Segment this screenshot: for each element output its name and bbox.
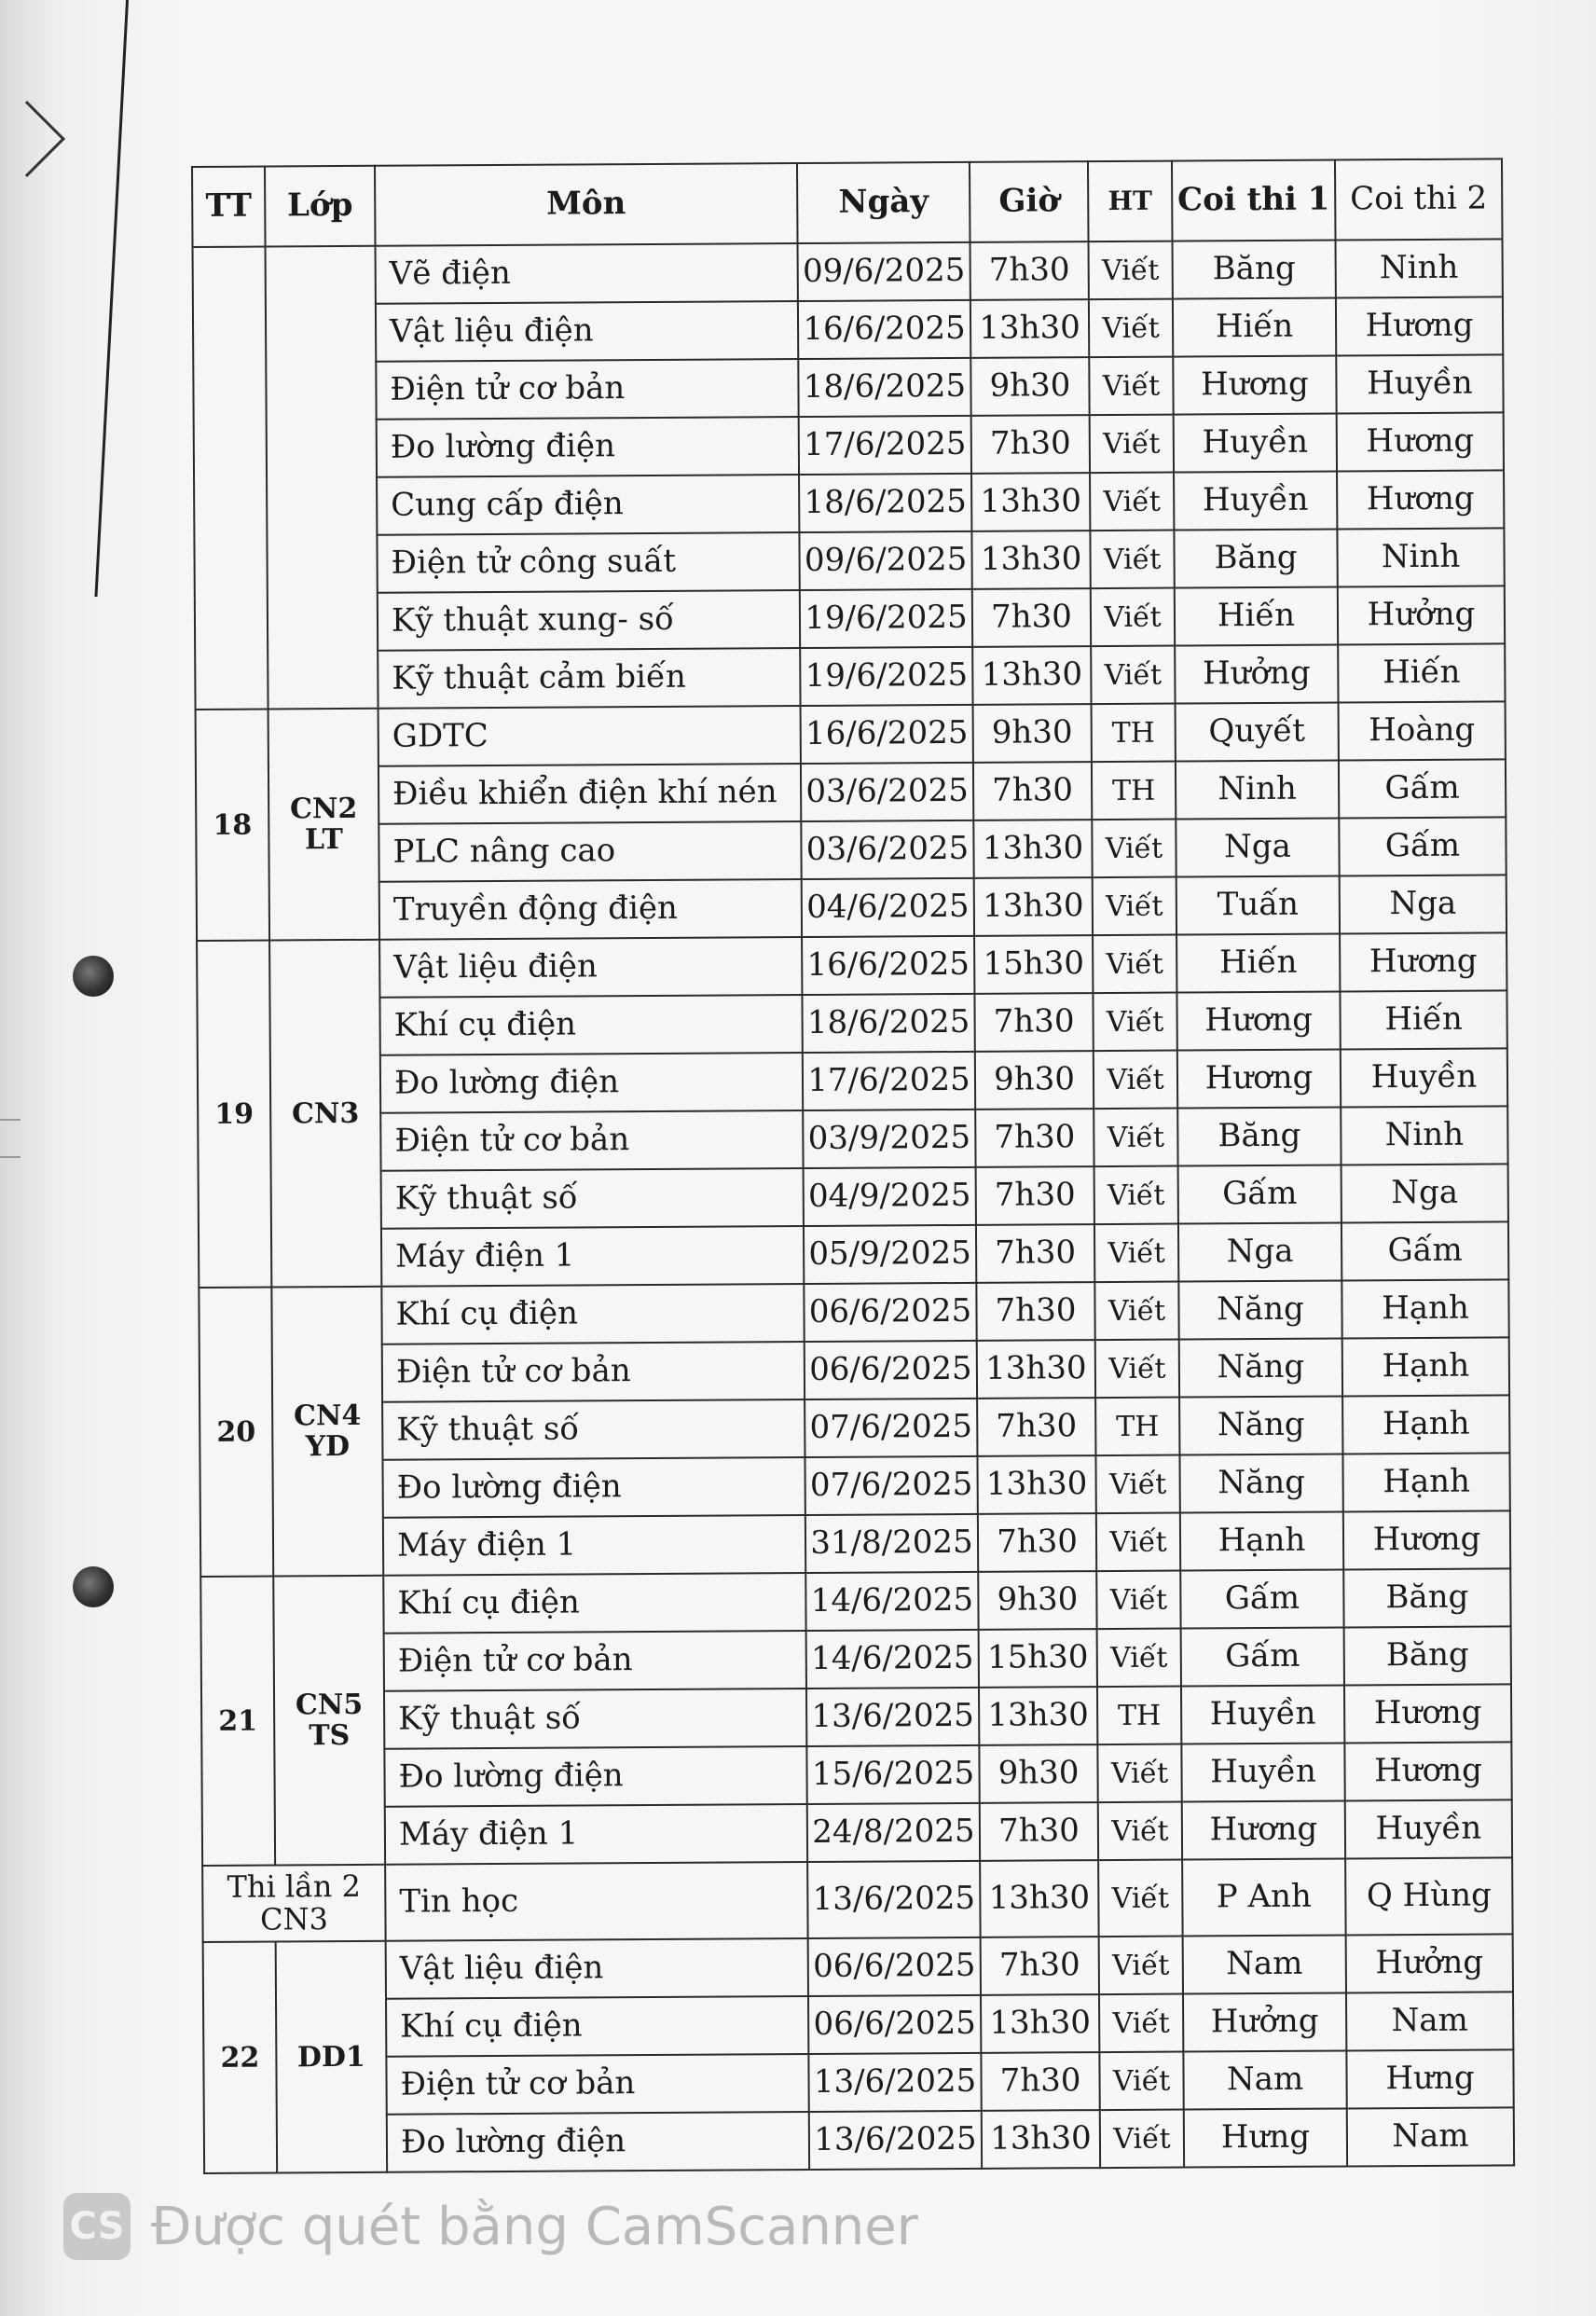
group-tt: 18: [196, 710, 270, 941]
cell-ngay: 13/6/2025: [809, 2111, 982, 2170]
cell-coithi2: Nam: [1347, 2107, 1514, 2166]
cell-ngay: 05/9/2025: [804, 1225, 976, 1284]
cell-mon: Máy điện 1: [381, 1226, 804, 1287]
cell-mon: GDTC: [378, 706, 801, 766]
cell-coithi2: Gấm: [1339, 817, 1506, 875]
cell-mon: Điện tử cơ bản: [376, 359, 798, 420]
cell-ht: Viết: [1099, 1994, 1183, 2053]
cell-coithi1: Năng: [1179, 1338, 1342, 1397]
cell-coithi2: Hương: [1337, 412, 1504, 471]
cell-ngay: 03/9/2025: [803, 1110, 975, 1168]
header-tt: TT: [192, 167, 266, 247]
cell-coithi2: Băng: [1344, 1626, 1511, 1685]
cell-ngay: 07/6/2025: [805, 1456, 977, 1515]
group-tt: 21: [200, 1576, 275, 1865]
cell-coithi2: Hạnh: [1341, 1279, 1508, 1338]
table-row: [194, 528, 1504, 594]
table-row: [200, 1337, 1509, 1403]
cell-ngay: 06/6/2025: [808, 1995, 981, 2054]
cell-gio: 13h30: [982, 2110, 1100, 2169]
cell-gio: 13h30: [974, 877, 1093, 936]
cell-coithi2: Hương: [1337, 470, 1504, 529]
group-class: CN3: [269, 940, 381, 1288]
cell-ngay: 14/6/2025: [805, 1572, 978, 1631]
cell-gio: 7h30: [981, 1937, 1099, 1995]
cell-gio: 7h30: [981, 2052, 1099, 2111]
cell-coithi2: Huyền: [1336, 354, 1503, 413]
header-lop: Lớp: [265, 166, 376, 247]
cell-coithi2: Hưởng: [1338, 586, 1505, 644]
cell-coithi2: Q Hùng: [1345, 1857, 1512, 1935]
cell-coithi2: Hưng: [1346, 2049, 1513, 2108]
cell-coithi1: Hương: [1177, 1049, 1341, 1108]
cell-coithi1: Nam: [1183, 1935, 1346, 1993]
table-row: [202, 1799, 1512, 1866]
group-class: [266, 246, 378, 710]
table-row: [203, 2049, 1513, 2116]
cell-coithi2: Gấm: [1341, 1221, 1508, 1280]
cell-coithi2: Hiến: [1340, 990, 1507, 1049]
table-row: [195, 586, 1505, 652]
group-tt: [193, 247, 268, 710]
cell-coithi2: Hoàng: [1339, 701, 1506, 760]
cell-coithi1: Hiến: [1176, 933, 1340, 992]
cell-mon: Khí cụ điện: [386, 1996, 808, 2057]
cell-coithi2: Ninh: [1341, 1106, 1507, 1165]
table-row: [193, 239, 1503, 305]
cell-mon: Kỹ thuật xung- số: [378, 590, 800, 651]
cell-gio: 13h30: [971, 473, 1090, 531]
cell-gio: 7h30: [974, 993, 1093, 1052]
cell-gio: 7h30: [976, 1166, 1094, 1225]
cell-ht: Viết: [1098, 1802, 1182, 1861]
watermark-text: Được quét bằng CamScanner: [151, 2196, 918, 2257]
cell-ht: Viết: [1094, 1224, 1178, 1283]
cell-mon: Đo lường điện: [382, 1457, 805, 1518]
header-gio: Giờ: [970, 161, 1089, 242]
cell-ht: Viết: [1093, 877, 1176, 936]
table-row: [195, 643, 1505, 710]
cell-mon: Đo lường điện: [380, 1053, 803, 1113]
cell-gio: 7h30: [976, 1224, 1094, 1283]
cell-coithi1: Năng: [1179, 1454, 1342, 1512]
table-row: [199, 1164, 1508, 1230]
cell-ht: Viết: [1091, 588, 1175, 647]
cell-coithi1: Hiến: [1175, 586, 1338, 645]
cell-ngay: 18/6/2025: [798, 358, 970, 417]
group-tt: 19: [197, 941, 271, 1288]
cell-mon: Truyền động điện: [379, 879, 802, 940]
table-row: [203, 1992, 1513, 2058]
cell-mon: Cung cấp điện: [377, 475, 799, 535]
cell-ngay: 19/6/2025: [800, 647, 972, 706]
cell-ht: Viết: [1098, 1860, 1182, 1937]
table-row: [200, 1453, 1509, 1519]
table-row: [194, 412, 1504, 478]
cell-coithi2: Huyền: [1345, 1799, 1512, 1858]
cell-ht: Viết: [1094, 1051, 1177, 1110]
table-row: [200, 1395, 1509, 1461]
cell-ht: Viết: [1093, 993, 1176, 1052]
cell-ht: Viết: [1096, 1513, 1180, 1572]
table-row: [201, 1684, 1511, 1750]
table-row: [201, 1626, 1511, 1692]
cell-ngay: 09/6/2025: [799, 531, 971, 590]
cell-ht: Viết: [1095, 1340, 1179, 1399]
cell-ngay: 13/6/2025: [808, 2053, 981, 2112]
cell-ngay: 03/6/2025: [801, 820, 973, 879]
cell-mon: Điện tử cơ bản: [386, 2054, 808, 2115]
cell-gio: 9h30: [975, 1051, 1094, 1110]
header-row: [192, 159, 1502, 247]
cell-mon: Kỹ thuật số: [382, 1399, 805, 1460]
cell-coithi1: Huyền: [1174, 413, 1337, 472]
cell-coithi2: Gấm: [1339, 759, 1506, 818]
cell-ngay: 03/6/2025: [801, 763, 973, 821]
cell-coithi2: Hương: [1340, 932, 1507, 991]
group-class: CN5 TS: [273, 1576, 385, 1866]
table-row: [202, 1857, 1512, 1942]
group-tt: 20: [199, 1287, 273, 1576]
cell-ht: Viết: [1092, 820, 1176, 878]
cell-coithi1: Tuấn: [1176, 875, 1340, 934]
cell-coithi1: Ninh: [1176, 760, 1339, 819]
cell-ht: Viết: [1099, 2052, 1183, 2111]
cell-mon: Điện tử cơ bản: [384, 1631, 806, 1691]
group-class: CN4 YD: [271, 1287, 383, 1577]
cell-ht: Viết: [1094, 1166, 1178, 1225]
cell-gio: 15h30: [974, 935, 1093, 994]
cell-ht: Viết: [1093, 935, 1176, 994]
group-class: DD1: [276, 1941, 388, 2173]
cell-ht: Viết: [1089, 241, 1173, 300]
cell-coithi1: Gấm: [1181, 1627, 1344, 1686]
cell-mon: Đo lường điện: [377, 417, 799, 477]
cell-mon: Kỹ thuật cảm biến: [378, 648, 800, 709]
group-tt: 22: [203, 1941, 278, 2172]
cell-gio: 13h30: [977, 1455, 1095, 1514]
cell-gio: 13h30: [971, 531, 1090, 589]
cell-ht: TH: [1092, 704, 1176, 763]
cell-gio: 13h30: [972, 646, 1091, 705]
cell-coithi1: Năng: [1179, 1396, 1342, 1454]
cell-mon: Điều khiển điện khí nén: [378, 764, 801, 824]
cell-ngay: 24/8/2025: [807, 1803, 980, 1862]
table-row: [200, 1510, 1510, 1577]
cell-ht: Viết: [1094, 1282, 1178, 1341]
cell-gio: 7h30: [977, 1398, 1095, 1456]
cell-gio: 7h30: [973, 762, 1092, 820]
cell-coithi2: Nam: [1346, 1992, 1513, 2050]
cell-mon: Khí cụ điện: [379, 995, 802, 1055]
cell-ht: Viết: [1091, 646, 1175, 705]
cell-ht: Viết: [1099, 1937, 1183, 1995]
group-class: CN2 LT: [268, 709, 380, 941]
cell-coithi1: Gấm: [1178, 1165, 1341, 1223]
cell-mon: Máy điện 1: [385, 1804, 807, 1865]
table-row: [199, 1279, 1508, 1345]
table-row: [199, 1221, 1508, 1288]
cell-coithi1: Hạnh: [1180, 1511, 1343, 1570]
page-edge: [0, 0, 129, 597]
cell-ngay: 15/6/2025: [806, 1745, 979, 1804]
cell-coithi2: Hương: [1344, 1684, 1511, 1743]
cell-ngay: 07/6/2025: [805, 1399, 977, 1457]
header-coi-thi-1: Coi thi 1: [1172, 160, 1336, 241]
side-tick: [0, 1156, 21, 1158]
cell-coithi1: Băng: [1173, 241, 1336, 299]
cell-ht: Viết: [1097, 1629, 1181, 1688]
cell-ngay: 09/6/2025: [798, 242, 970, 301]
header-coi-thi-2: Coi thi 2: [1335, 159, 1503, 240]
cell-coithi1: Quyết: [1176, 702, 1339, 761]
cell-ngay: 31/8/2025: [805, 1514, 978, 1573]
header-ngay: Ngày: [797, 162, 970, 243]
cell-ngay: 06/6/2025: [808, 1937, 981, 1996]
cell-gio: 9h30: [970, 357, 1089, 416]
cell-ngay: 04/6/2025: [802, 878, 974, 937]
cell-ngay: 04/9/2025: [804, 1167, 976, 1226]
cell-ht: Viết: [1096, 1571, 1180, 1630]
camscanner-logo: CS: [63, 2193, 131, 2260]
cell-gio: 15h30: [979, 1629, 1097, 1688]
cell-gio: 13h30: [980, 1860, 1098, 1937]
cell-mon: Khí cụ điện: [383, 1573, 805, 1634]
cell-gio: 9h30: [978, 1571, 1096, 1630]
cell-ngay: 18/6/2025: [799, 474, 971, 532]
cell-mon: Vẽ điện: [376, 243, 798, 304]
cell-coithi2: Hưởng: [1346, 1934, 1513, 1992]
table-row: [196, 817, 1506, 883]
cell-mon: Đo lường điện: [384, 1746, 806, 1807]
cell-mon: Điện tử cơ bản: [380, 1110, 803, 1171]
cell-gio: 7h30: [975, 1109, 1094, 1167]
cell-coithi1: Hương: [1173, 356, 1336, 415]
cell-ngay: 19/6/2025: [800, 589, 972, 648]
table-row: [194, 470, 1504, 536]
cell-ht: Viết: [1090, 473, 1174, 531]
cell-coithi1: Huyền: [1174, 471, 1337, 530]
cell-coithi2: Huyền: [1341, 1048, 1507, 1107]
cell-gio: 13h30: [979, 1687, 1097, 1745]
cell-ht: Viết: [1097, 1744, 1181, 1803]
table-row: [196, 759, 1506, 825]
cell-coithi2: Ninh: [1336, 239, 1503, 297]
cell-ngay: 06/6/2025: [805, 1341, 977, 1399]
table-row: [193, 296, 1503, 363]
side-tick: [0, 1119, 21, 1121]
table-row: [204, 2107, 1514, 2173]
cell-ngay: 13/6/2025: [807, 1861, 980, 1938]
table-row: [196, 701, 1506, 767]
cell-coithi2: Hương: [1344, 1742, 1511, 1800]
cell-coithi1: Gấm: [1180, 1569, 1343, 1628]
cell-coithi1: Hiến: [1173, 298, 1336, 357]
cell-mon: Đo lường điện: [387, 2112, 809, 2172]
cell-coithi1: Năng: [1178, 1280, 1341, 1339]
cell-coithi1: Huyền: [1181, 1743, 1344, 1801]
cell-ht: Viết: [1089, 299, 1173, 358]
cell-coithi1: Hưng: [1184, 2108, 1347, 2167]
cell-gio: 13h30: [981, 1994, 1099, 2053]
header-ht: HT: [1088, 161, 1173, 242]
retake-label: Thi lần 2 CN3: [202, 1865, 385, 1942]
cell-ngay: 13/6/2025: [806, 1688, 979, 1746]
table-row: [198, 1106, 1507, 1172]
exam-schedule-table: [191, 158, 1515, 2174]
cell-ngay: 16/6/2025: [798, 300, 970, 359]
cell-coithi1: Nga: [1178, 1222, 1341, 1281]
table-row: [197, 990, 1507, 1056]
cell-gio: 9h30: [979, 1744, 1097, 1803]
cell-ht: TH: [1092, 762, 1176, 820]
cell-ngay: 06/6/2025: [804, 1283, 976, 1342]
table-row: [203, 1934, 1513, 2000]
cell-ht: TH: [1095, 1398, 1179, 1456]
cell-ht: Viết: [1089, 357, 1173, 416]
table-row: [201, 1742, 1511, 1808]
cell-mon: PLC nâng cao: [378, 821, 801, 882]
cell-gio: 13h30: [977, 1340, 1095, 1399]
cell-coithi2: Hạnh: [1342, 1453, 1509, 1511]
table-row: [197, 932, 1507, 999]
cell-ngay: 18/6/2025: [802, 994, 974, 1053]
cell-coithi2: Hạnh: [1342, 1337, 1509, 1396]
cell-coithi1: Hưởng: [1175, 644, 1338, 703]
cell-gio: 13h30: [973, 820, 1092, 878]
cell-coithi1: Nam: [1183, 2050, 1346, 2109]
cell-coithi2: Hương: [1336, 296, 1503, 355]
cell-ht: TH: [1097, 1687, 1181, 1745]
table-row: [198, 1048, 1507, 1114]
cell-mon: Điện tử công suất: [377, 532, 799, 593]
cell-mon: Tin học: [385, 1862, 807, 1941]
cell-mon: Vật liệu điện: [379, 937, 802, 998]
cell-coithi2: Hương: [1343, 1510, 1510, 1569]
cell-coithi2: Hiến: [1338, 643, 1505, 702]
cell-coithi2: Nga: [1341, 1164, 1508, 1222]
cell-coithi1: Nga: [1176, 818, 1339, 876]
table-row: [193, 354, 1503, 420]
cell-ht: Viết: [1100, 2110, 1184, 2169]
cell-gio: 7h30: [978, 1513, 1096, 1572]
cell-ngay: 14/6/2025: [806, 1630, 979, 1689]
cell-mon: Kỹ thuật số: [384, 1689, 806, 1749]
cell-mon: Kỹ thuật số: [381, 1168, 804, 1229]
cell-coithi2: Ninh: [1337, 528, 1504, 586]
cell-ngay: 16/6/2025: [802, 936, 974, 995]
cell-gio: 7h30: [971, 415, 1090, 474]
cell-mon: Vật liệu điện: [386, 1938, 808, 1999]
cell-mon: Máy điện 1: [383, 1515, 805, 1576]
cell-ht: Viết: [1094, 1109, 1177, 1167]
cell-gio: 9h30: [973, 704, 1092, 763]
cell-coithi1: Băng: [1177, 1107, 1341, 1165]
cell-coithi1: Hưởng: [1183, 1992, 1346, 2051]
cell-coithi1: Băng: [1174, 529, 1337, 587]
cell-mon: Khí cụ điện: [381, 1284, 804, 1344]
cell-gio: 7h30: [970, 241, 1089, 300]
table-row: [200, 1568, 1510, 1634]
scanner-watermark: [63, 2189, 918, 2264]
cell-mon: Vật liệu điện: [376, 301, 798, 362]
cell-coithi1: Hương: [1182, 1800, 1345, 1859]
cell-ngay: 17/6/2025: [803, 1052, 975, 1110]
cell-gio: 7h30: [976, 1282, 1094, 1341]
header-mon: Môn: [375, 163, 798, 246]
cell-coithi2: Băng: [1343, 1568, 1510, 1627]
cell-mon: Điện tử cơ bản: [382, 1342, 805, 1402]
cell-ngay: 17/6/2025: [799, 416, 971, 475]
punch-hole-bottom: [73, 1566, 114, 1607]
cell-gio: 13h30: [970, 299, 1089, 358]
cell-coithi1: Huyền: [1181, 1685, 1344, 1744]
punch-hole-top: [73, 956, 114, 997]
cell-coithi1: P Anh: [1182, 1858, 1345, 1936]
cell-ngay: 16/6/2025: [801, 705, 973, 764]
cell-ht: Viết: [1090, 531, 1174, 589]
cell-gio: 7h30: [980, 1802, 1098, 1861]
cell-coithi1: Hương: [1176, 991, 1340, 1050]
cell-coithi2: Hạnh: [1342, 1395, 1509, 1454]
cell-coithi2: Nga: [1340, 875, 1507, 933]
cell-gio: 7h30: [972, 588, 1091, 647]
table-row: [197, 875, 1507, 941]
cell-ht: Viết: [1090, 415, 1174, 474]
cell-ht: Viết: [1095, 1455, 1179, 1514]
